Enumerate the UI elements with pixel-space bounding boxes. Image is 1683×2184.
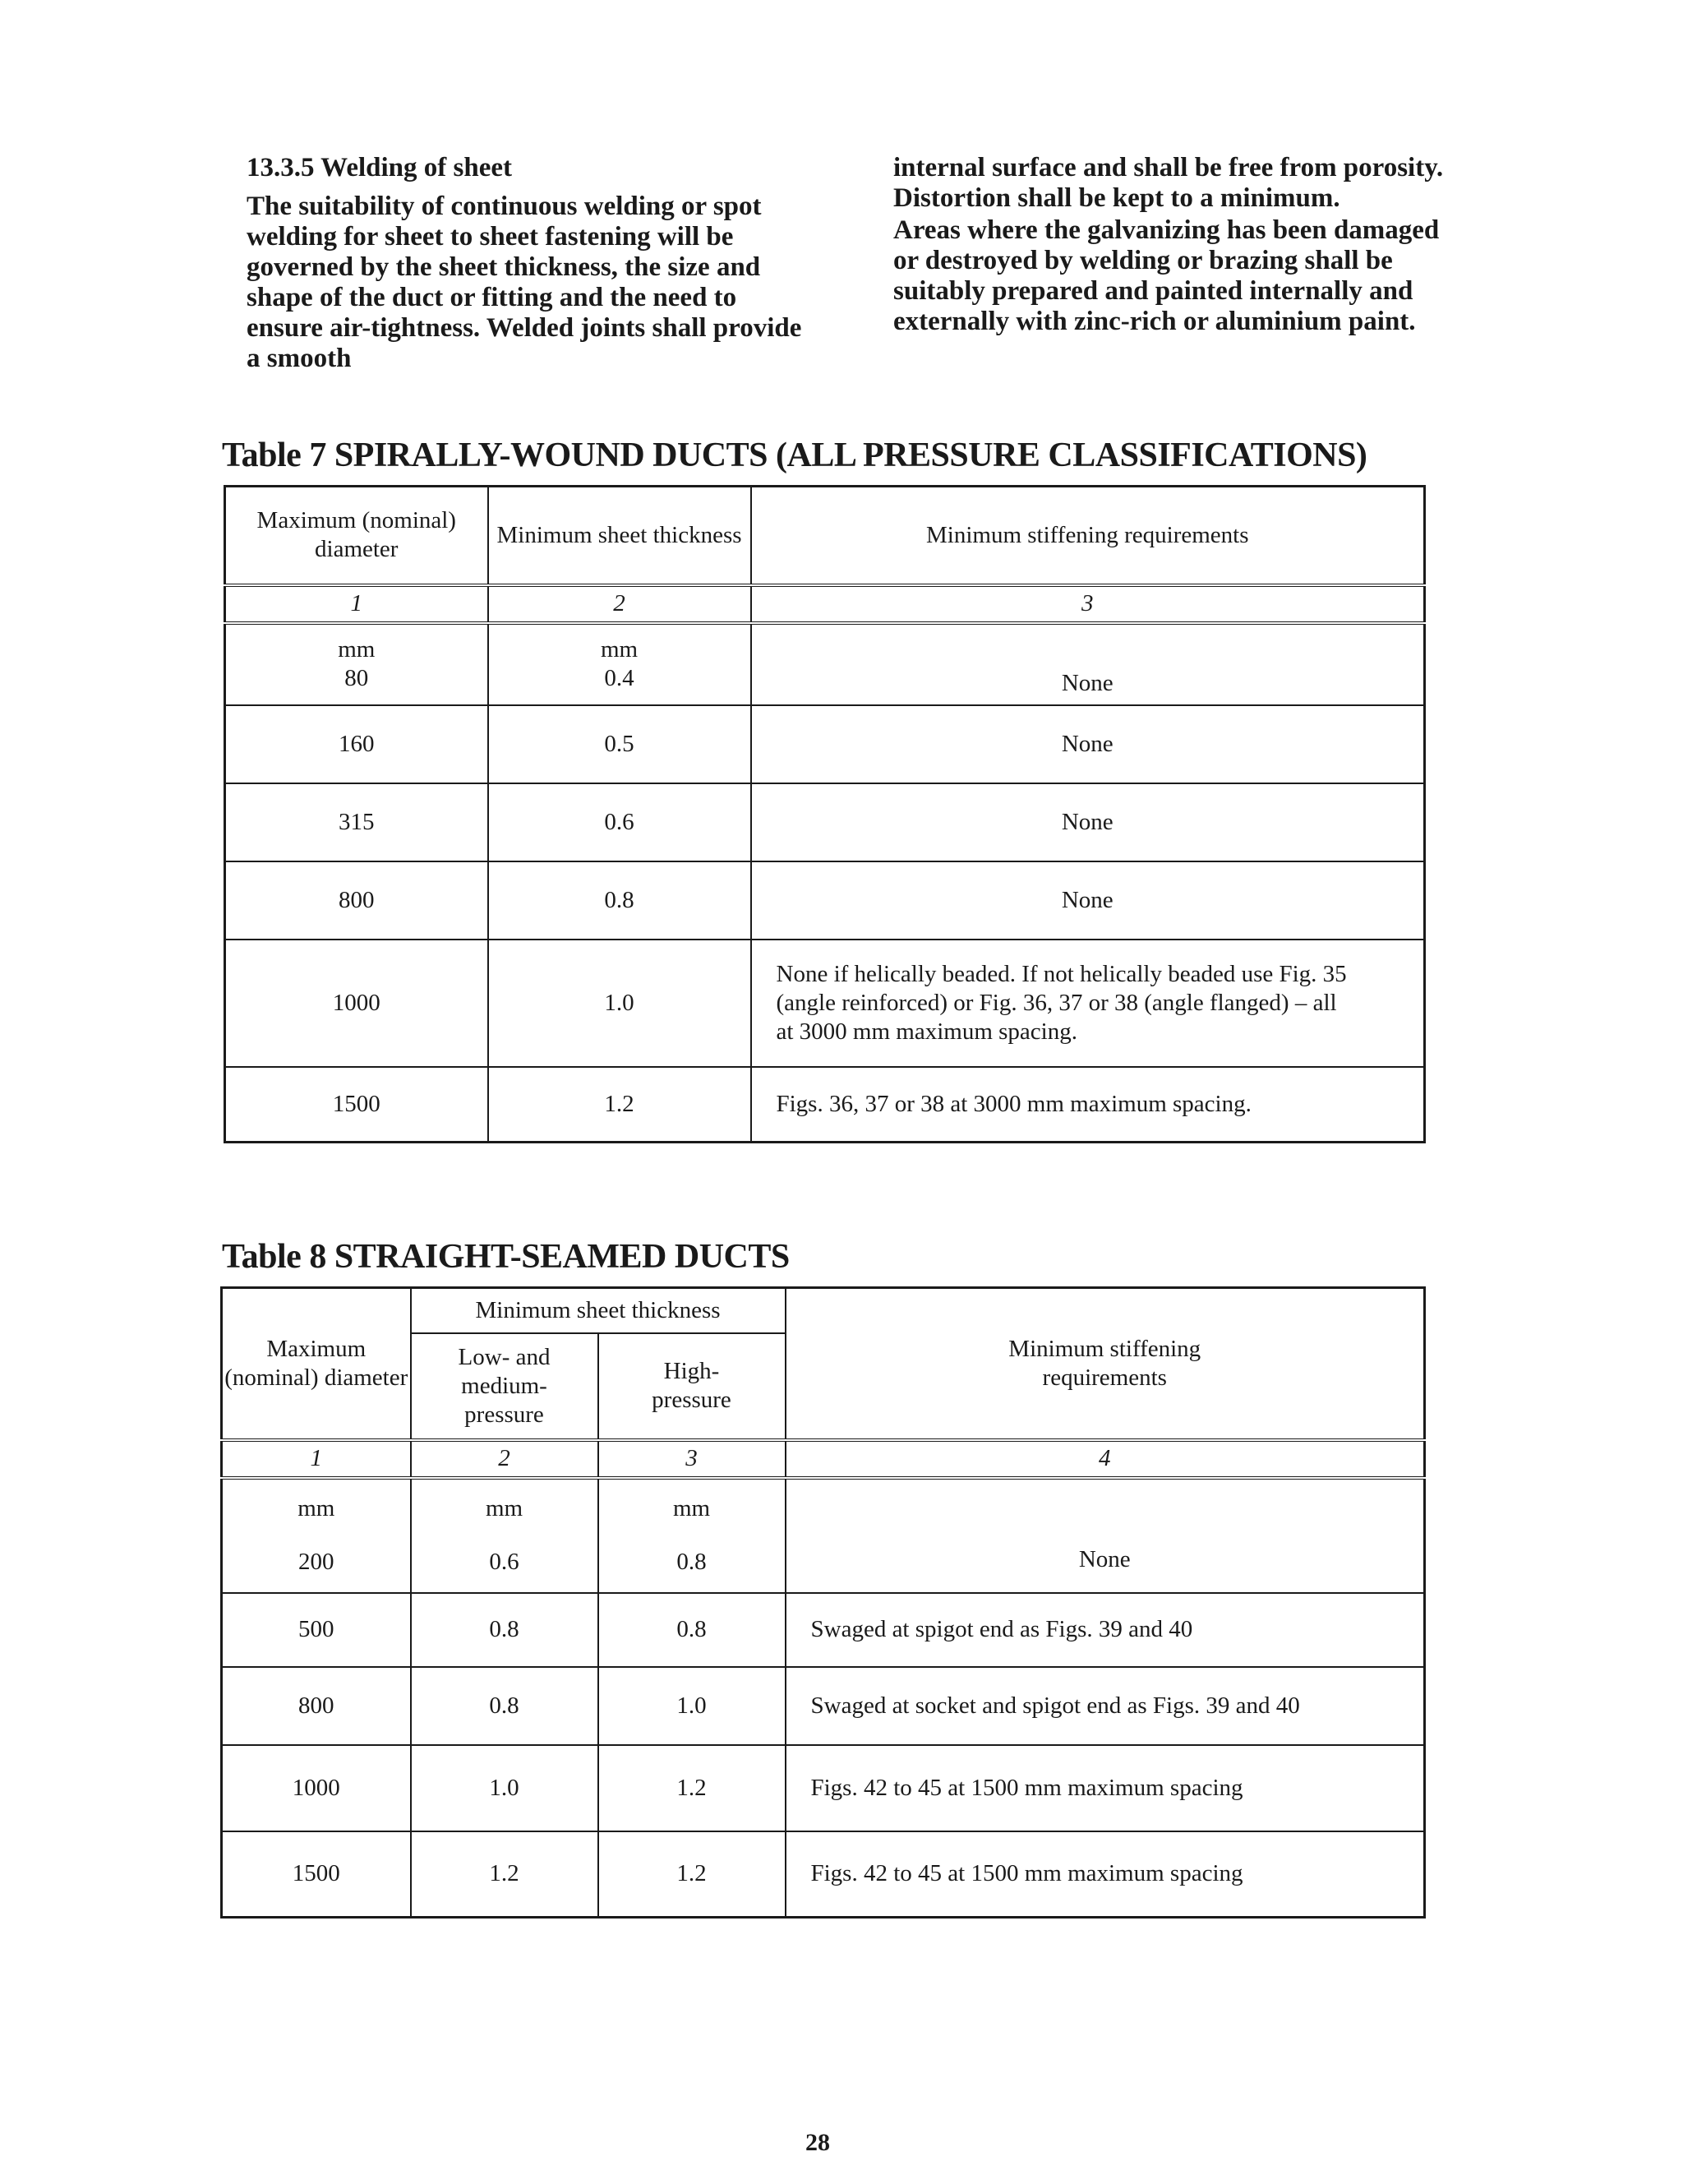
table7-cell-thickness: 1.0: [488, 940, 751, 1067]
left-text-column: [247, 153, 814, 376]
cell-value: 0.8: [676, 1549, 707, 1575]
table7-cell-diameter: 1000: [225, 940, 488, 1067]
table8-header-stiffening: Minimum stiffening requirements: [786, 1288, 1425, 1440]
table8-cell-high: 1.0: [598, 1667, 786, 1745]
table8-cell-low-medium: 0.8: [411, 1667, 598, 1745]
right-paragraph-1: internal surface and shall be free from porosity. Distortion shall be kept to a minimum.: [893, 153, 1444, 213]
table-row: [225, 1067, 1425, 1143]
cell-value: 200: [298, 1549, 334, 1575]
table8-title: Table 8 STRAIGHT-SEAMED DUCTS: [222, 1238, 790, 1276]
table8-cell-stiffening: Figs. 42 to 45 at 1500 mm maximum spacing: [786, 1831, 1425, 1918]
table7-header-row: [225, 487, 1425, 585]
table8-header-group: Minimum sheet thickness: [411, 1288, 786, 1333]
table8-cell-high: 1.2: [598, 1831, 786, 1918]
table8-cell-low-medium: 1.0: [411, 1745, 598, 1831]
table7: [224, 485, 1426, 1143]
table-row: [225, 623, 1425, 705]
table8-header-row-1: [222, 1288, 1425, 1333]
table8-cell-diameter: 1500: [222, 1831, 411, 1918]
table8-header-low-medium: Low- and medium-pressure: [411, 1333, 598, 1440]
table7-header-stiffening: Minimum stiffening requirements: [751, 487, 1425, 585]
table8-colnum-1: 1: [222, 1440, 411, 1478]
table8-colnum-4: 4: [786, 1440, 1425, 1478]
table8-cell-low-medium: [411, 1478, 598, 1593]
table7-title: Table 7 SPIRALLY-WOUND DUCTS (ALL PRESSURE CLASSIFICATIONS): [222, 436, 1367, 474]
table7-colnum-2: 2: [488, 585, 751, 623]
table8-cell-high: [598, 1478, 786, 1593]
table7-cell-thickness: 0.5: [488, 705, 751, 783]
table7-cell-stiffening: Figs. 36, 37 or 38 at 3000 mm maximum spacing.: [751, 1067, 1425, 1143]
table-row: [225, 783, 1425, 861]
table-row: [225, 940, 1425, 1067]
table7-cell-stiffening: None: [751, 705, 1425, 783]
table8-cell-stiffening: Figs. 42 to 45 at 1500 mm maximum spacing: [786, 1745, 1425, 1831]
table-row: [222, 1745, 1425, 1831]
table7-cell-stiffening: None: [751, 623, 1425, 705]
section-heading: 13.3.5 Welding of sheet: [247, 153, 512, 182]
cell-value: 0.4: [604, 665, 634, 691]
table8-cell-diameter: 500: [222, 1593, 411, 1667]
table7-cell-thickness: 0.8: [488, 861, 751, 940]
table-row: [222, 1831, 1425, 1918]
table7-cell-thickness: 1.2: [488, 1067, 751, 1143]
cell-value: 0.6: [489, 1549, 519, 1575]
table-row: [225, 705, 1425, 783]
table8-colnum-3: 3: [598, 1440, 786, 1478]
table8-cell-stiffening: Swaged at socket and spigot end as Figs. 39 and 40: [786, 1667, 1425, 1745]
table-row: [222, 1667, 1425, 1745]
unit-label: mm: [485, 1495, 523, 1521]
unit-label: mm: [672, 1495, 711, 1521]
unit-label: mm: [338, 636, 376, 663]
table8-cell-stiffening: Swaged at spigot end as Figs. 39 and 40: [786, 1593, 1425, 1667]
table7-cell-diameter: 315: [225, 783, 488, 861]
table8-cell-diameter: 800: [222, 1667, 411, 1745]
table8-cell-diameter: 1000: [222, 1745, 411, 1831]
table7-cell-diameter: [225, 623, 488, 705]
left-paragraph: The suitability of continuous welding or spot welding for sheet to sheet fastening will be governed by the sheet thickness, the size and shape of the duct or fitting and the need to ensure air-tightness. Welded joints shall provide a smooth: [247, 192, 802, 373]
table7-cell-stiffening: None: [751, 861, 1425, 940]
table7-column-number-row: [225, 585, 1425, 623]
table8-cell-low-medium: 1.2: [411, 1831, 598, 1918]
table7-cell-thickness: [488, 623, 751, 705]
table8-cell-high: 0.8: [598, 1593, 786, 1667]
unit-label: mm: [297, 1495, 335, 1521]
unit-label: mm: [600, 636, 639, 663]
table7-cell-thickness: 0.6: [488, 783, 751, 861]
table8-colnum-2: 2: [411, 1440, 598, 1478]
table8: [220, 1286, 1426, 1919]
table7-cell-diameter: 1500: [225, 1067, 488, 1143]
table7-cell-diameter: 800: [225, 861, 488, 940]
table8-header-high: High-pressure: [598, 1333, 786, 1440]
page-number: 28: [805, 2129, 830, 2156]
table7-cell-stiffening: None if helically beaded. If not helically beaded use Fig. 35 (angle reinforced) or Fig. 36, 37 or 38 (angle flanged) – all at 3000 mm maximum spacing.: [751, 940, 1425, 1067]
table7-cell-diameter: 160: [225, 705, 488, 783]
table7-header-diameter: Maximum (nominal) diameter: [225, 487, 488, 585]
table8-cell-diameter: [222, 1478, 411, 1593]
cell-value: 80: [344, 665, 369, 691]
table8-cell-stiffening: None: [786, 1478, 1425, 1593]
table8-column-number-row: [222, 1440, 1425, 1478]
table-row: [225, 861, 1425, 940]
table-row: [222, 1478, 1425, 1593]
table7-colnum-1: 1: [225, 585, 488, 623]
table8-cell-low-medium: 0.8: [411, 1593, 598, 1667]
table7-cell-stiffening: None: [751, 783, 1425, 861]
table8-header-diameter: Maximum (nominal) diameter: [222, 1288, 411, 1440]
table-row: [222, 1593, 1425, 1667]
right-paragraph-2: Areas where the galvanizing has been damaged or destroyed by welding or brazing shall be suitably prepared and painted internally and externally with zinc-rich or aluminium paint.: [893, 215, 1440, 336]
table8-cell-high: 1.2: [598, 1745, 786, 1831]
table7-colnum-3: 3: [751, 585, 1425, 623]
table7-header-thickness: Minimum sheet thickness: [488, 487, 751, 585]
right-text-column: [893, 153, 1460, 339]
